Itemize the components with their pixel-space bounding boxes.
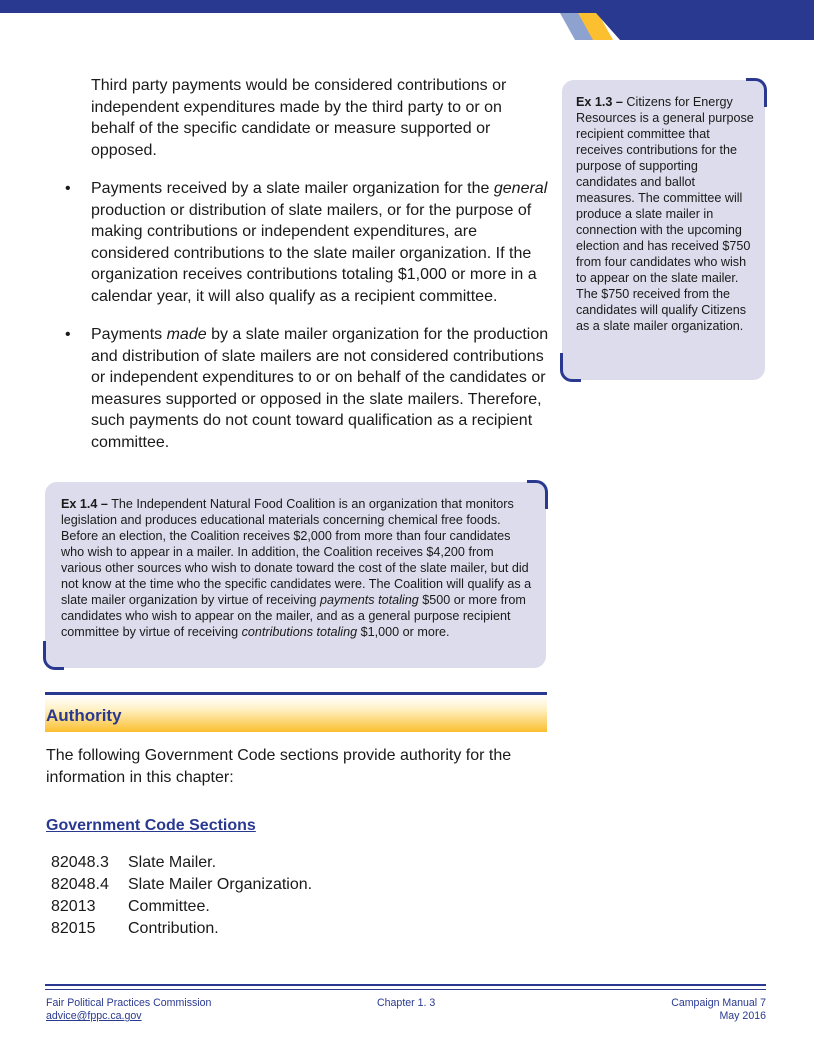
code-section-title: Committee. bbox=[128, 898, 210, 915]
code-section-number: 82048.4 bbox=[51, 876, 109, 893]
example-body-part-3: $1,000 or more. bbox=[357, 625, 450, 639]
example-emphasis-payments: payments totaling bbox=[320, 593, 419, 607]
code-section-row bbox=[51, 896, 312, 918]
footer-right bbox=[671, 997, 766, 1023]
bullet-text-end: production or distribution of slate mailers, or for the purpose of making contributions or independent expenditures, are considered contributions to the slate mailer organization. If the organization receives contributions totaling $1,000 or more in a calendar year, it will also qualify as a recipient committee. bbox=[91, 201, 537, 305]
example-body-part-1: The Independent Natural Food Coalition is an organization that monitors legislation and produces educational materials concerning chemical free foods. Before an election, the Coalition receives $2,000 from more than four candidates who wish to appear in a mailer. In addition, the Coalition receives $4,200 from various other sources who wish to donate toward the cost of the slate mailer, but did not know at the time who the specific candidates were. The Coalition will qualify as a slate mailer organization by virtue of receiving bbox=[61, 497, 532, 607]
code-section-number: 82048.3 bbox=[51, 854, 109, 871]
example-1-3-callout bbox=[562, 80, 765, 380]
bullet-text-end: by a slate mailer organization for the production and distribution of slate mailers are not considered contributions or independent expenditures to or on behalf of the candidates or measures supported or opposed in the slate mailers. Therefore, such payments do not count toward qualification as a recipient committee. bbox=[91, 326, 549, 451]
example-1-4-callout bbox=[45, 482, 546, 668]
code-section-number: 82015 bbox=[51, 920, 96, 937]
intro-paragraph: Third party payments would be considered contributions or independent expenditures made by the third party to or on behalf of the specific candidate or measure supported or opposed. bbox=[91, 77, 507, 159]
example-label: Ex 1.4 – bbox=[61, 497, 108, 511]
example-1-3-text bbox=[576, 94, 754, 334]
footer-left bbox=[46, 997, 211, 1023]
callout-corner-accent bbox=[560, 353, 581, 382]
example-body-part-2: $500 or more from candidates who wish to appear on the mailer, and as a general purpose recipient committee by virtue of receiving bbox=[61, 593, 526, 639]
callout-corner-accent bbox=[43, 641, 64, 670]
footer-divider bbox=[45, 984, 766, 986]
bullet-text-start: Payments bbox=[91, 326, 167, 343]
bullet-text-start: Payments received by a slate mailer organization for the bbox=[91, 180, 494, 197]
example-label: Ex 1.3 – bbox=[576, 95, 623, 109]
code-section-number: 82013 bbox=[51, 898, 96, 915]
bullet-list bbox=[62, 178, 552, 453]
government-code-sections-heading: Government Code Sections bbox=[46, 817, 256, 834]
authority-intro: The following Government Code sections provide authority for the information in this chapter: bbox=[46, 747, 512, 786]
authority-heading: Authority bbox=[46, 706, 122, 725]
example-body: Citizens for Energy Resources is a general purpose recipient committee that receives contributions for the purpose of supporting candidates and ballot measures. The committee will produce a slate mailer in connection with the upcoming election and has received $750 from four candidates who wish to appear on the slate mailer. The $750 received from the candidates will qualify Citizens as a slate mailer organization. bbox=[576, 95, 754, 333]
code-section-row bbox=[51, 918, 312, 940]
footer-org-name: Fair Political Practices Commission bbox=[46, 997, 212, 1009]
header-banner bbox=[0, 0, 814, 40]
code-section-title: Slate Mailer Organization. bbox=[128, 876, 313, 893]
example-1-4-text bbox=[61, 496, 535, 640]
code-section-title: Contribution. bbox=[128, 920, 219, 937]
code-section-title: Slate Mailer. bbox=[128, 854, 217, 871]
bullet-marker: • bbox=[65, 326, 71, 343]
bullet-emphasis: made bbox=[166, 326, 207, 343]
bullet-emphasis: general bbox=[493, 180, 548, 197]
code-section-row bbox=[51, 852, 312, 874]
header-banner-graphic bbox=[0, 0, 814, 40]
footer-divider bbox=[45, 989, 766, 990]
bullet-marker: • bbox=[65, 180, 71, 197]
bullet-item-payments-made bbox=[62, 324, 552, 453]
example-emphasis-contributions: contributions totaling bbox=[241, 625, 358, 639]
footer-chapter: Chapter 1. 3 bbox=[377, 997, 436, 1009]
code-section-row bbox=[51, 874, 312, 896]
code-sections-list bbox=[51, 852, 312, 940]
footer-email-link[interactable]: advice@fppc.ca.gov bbox=[46, 1010, 142, 1022]
footer-date: May 2016 bbox=[719, 1010, 766, 1022]
bullet-item-general-payments bbox=[62, 178, 552, 307]
authority-section-header bbox=[45, 692, 547, 732]
footer-manual: Campaign Manual 7 bbox=[671, 997, 766, 1009]
